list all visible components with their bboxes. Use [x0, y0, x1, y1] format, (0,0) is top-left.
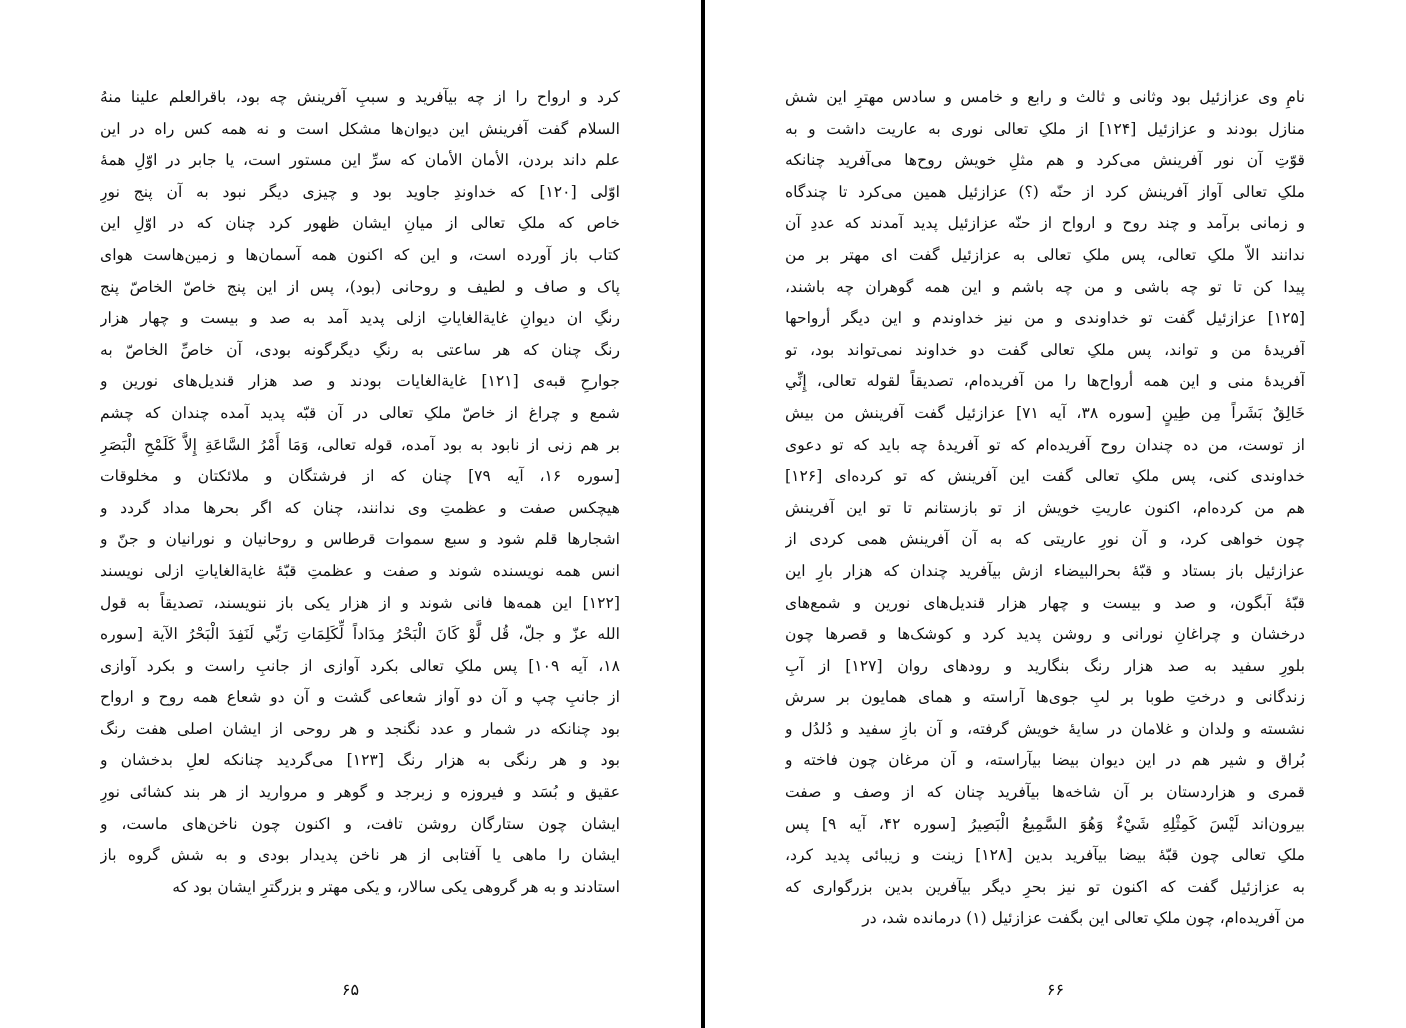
text-line: هم من کرده‌ام، اکنون عاریتِ خویش از تو بازستانم تا تو این آفرینش: [785, 498, 1305, 517]
text-line: السلام گفت آفرینش این دیوان‌ها مشکل است و نه همه کس راه در این: [100, 119, 620, 138]
text-line: کتاب باز آورده است، و این که اکنون همه آسمان‌ها و زمین‌هاست هوای: [100, 245, 620, 264]
text-line: نامِ وی عزازئیل بود وثانی و ثالث و رابع و خامس و سادس مهترِ این شش: [785, 88, 1305, 106]
text-line: رنگ چنان که هر ساعتی به رنگِ دیگرگونه بودی، آن خاصِّ الخاصّ به: [100, 340, 620, 359]
text-line: بر هم زنی از نابود به بود آمده، قوله تعالی، وَمَا أَمْرُ السَّاعَةِ إِلاَّ كَلَمْحِ الْبَصَرِ: [100, 435, 620, 454]
text-line: ملکِ تعالی چون قبّهٔ بیضا بیآفرید بدین [۱۲۸] زینت و زیبائی پدید کرد،: [785, 846, 1305, 865]
text-line: از جانبِ چپ و آن دو آواز شعاعی گشت و آن دو شعاع همه روح و ارواح: [100, 688, 620, 707]
text-line: عقیق و بُسَد و فیروزه و زبرجد و گوهر و مروارید از هر بند کشائی نورِ: [100, 783, 620, 802]
text-line: عزازئیل باز بستاد و قبّهٔ بحرالبیضاء ازش بیآفرید چندان که هزار بارِ این: [785, 561, 1305, 580]
text-line: شمع و چراغ از خاصّ ملکِ تعالی در آن قبّه پدید آمده چندان که چشم: [100, 403, 620, 422]
text-line: بود چنانکه در شمار و عدد نگنجد و هر روحی از ایشان اصلی هفت رنگ: [100, 719, 620, 738]
text-line: اوّلی [۱۲۰] که خداوندِ جاوید بود و چیزی دیگر نبود به آن پنج نورِ: [100, 182, 620, 201]
left-page-number: ۶۵: [341, 980, 360, 999]
text-line: قوّتِ آن نور آفرینش می‌کرد و هم مثلِ خویش روح‌ها می‌آفرید چنانکه: [785, 151, 1305, 170]
text-line: ملکِ تعالی آواز آفرینش کرد از حنّه (؟) عزازئیل همین می‌کرد تا چندگاه: [785, 182, 1305, 201]
text-line: بلورِ سفید به صد هزار رنگ بنگارید و رودهای روان [۱۲۷] از آبِ: [785, 656, 1305, 675]
text-line: قبّهٔ آبگون، و صد و بیست و چهار هزار قندیل‌های نورین و شمع‌های: [785, 593, 1305, 612]
text-line: بود و هر رنگی به هزار رنگ [۱۲۳] می‌گردید چنانکه لعلِ بدخشان و: [100, 751, 620, 770]
text-line: از توست، من ده چندان روح آفریده‌ام که تو آفریدهٔ چه باید که تو دعوی: [785, 435, 1305, 454]
text-line: بیرون‌اند لَيْسَ كَمِثْلِهِ شَيْءٌ وَهُوَ السَّمِيعُ الْبَصِيرُ [سوره ۴۲، آیه ۹] پس: [785, 814, 1305, 833]
text-line: نشسته و ولدان و غلامان در سایهٔ خویش گرفته، و آن بازِ سفید و دُلدُل و: [785, 719, 1305, 738]
text-line: بُراق و شیر هم در این دیوان بیضا بیآراسته، و آن مرغان چون فاخته و: [785, 751, 1305, 770]
text-line: درخشان و چراغانِ نورانی و روشن پدید کرد و کوشک‌ها و قصرها چون: [785, 625, 1305, 644]
text-line: کرد و ارواح را از چه بیآفرید و سببِ آفرینش چه بود، باقرالعلم علینا منهُ: [100, 88, 620, 106]
text-line: خداوندی کنی، پس ملکِ تعالی گفت این آفرینش که تو کرده‌ای [۱۲۶]: [785, 467, 1305, 486]
text-line: ایشان را ماهی یا آفتابی از هر ناخن پدیدار بودی و به شش گروه باز: [100, 846, 620, 865]
text-line: [سوره ۱۶، آیه ۷۹] چنان که از فرشتگان و ملائکتان و مخلوقات: [100, 467, 620, 486]
text-line: جوارحِ قبه‌ی [۱۲۱] غایةالغایات بودند و صد هزار قندیل‌های نورین و: [100, 372, 620, 391]
text-line: به عزازئیل گفت که اکنون تو نیز بحرِ دیگر بیآفرین بدین بزرگواری که: [785, 877, 1305, 896]
text-line: ندانند الاّ ملکِ تعالی، پس ملکِ تعالی به عزازئیل گفت ای مهتر بر من: [785, 245, 1305, 264]
text-line: رنگِ ان دیوانِ غایةالغایاتِ ازلی پدید آمد به صد و بیست و چهار هزار: [100, 309, 620, 328]
text-line: [۱۲۲] این همه‌ها فانی شوند و از هزار یکی باز ننویسند، تصدیقاً به قول: [100, 593, 620, 612]
text-line: من آفریده‌ام، چون ملکِ تعالی این بگفت عزازئیل (۱) درمانده شد، در: [862, 909, 1305, 928]
text-line: منازل بودند و عزازئیل [۱۲۴] از ملکِ تعالی نوری به عاریت داشت و به: [785, 119, 1305, 138]
text-line: ۱۸، آیه ۱۰۹] پس ملکِ تعالی بکرد آوازی از جانبِ راست و بکرد آوازی: [100, 656, 620, 675]
left-page-text: [100, 82, 620, 903]
text-line: و زمانی برآمد و چند روح و ارواح از حنّه عزازئیل پدید آمدند که عددِ آن: [785, 214, 1305, 233]
right-page-number: ۶۶: [1046, 980, 1065, 999]
right-page: [705, 0, 1406, 1028]
text-line: چون خواهی کرد، و آن نورِ عاریتی که به آن آفرینش همی کردی از: [785, 530, 1305, 549]
text-line: آفریدهٔ منی و این همه أرواح‌ها را من آفریده‌ام، تصدیقاً لقوله تعالی، إِنِّي: [785, 372, 1305, 391]
text-line: اشجارها قلم شود و سبع سموات قرطاس و روحانیان و نورانیان و جنّ و: [100, 530, 620, 549]
text-line: پیدا کن تا تو چه باشی و من چه باشم و این همه گوهران چه باشند،: [785, 277, 1305, 296]
text-line: علم داند بردن، الأمان الأمان که سرِّ این مستور است، یا جابر در اوّلِ همهٔ: [100, 151, 620, 170]
left-page: [0, 0, 701, 1028]
text-line: آفریدهٔ من و تواند، پس ملکِ تعالی گفت دو خداوند نمی‌تواند بود، تو: [785, 340, 1305, 359]
text-line: خاص که ملکِ تعالی از میانِ ایشان ظهور کرد چنان که در اوّلِ این: [100, 214, 620, 233]
text-line: خَالِقٌ بَشَراً مِن طِينٍ [سوره ۳۸، آیه ۷۱] عزازئیل گفت آفرینش من بیش: [785, 403, 1305, 422]
text-line: ایشان چون ستارگان روشن تافت، و اکنون چون ناخن‌های ماست، و: [100, 814, 620, 833]
text-line: هیچکس صفت و عظمتِ وی ندانند، چنان که اگر بحرها مداد گردد و: [100, 498, 620, 517]
right-page-text: [785, 82, 1305, 935]
text-line: قمری و هزاردستان بر آن شاخه‌ها بیآفرید چنان که از وصف و صفت: [785, 783, 1305, 802]
text-line: زندگانی و درختِ طوبا بر لبِ جوی‌ها آراسته و همای همایون بر سرش: [785, 688, 1305, 707]
text-line: پاک و صاف و لطیف و روحانی (بود)، پس از این پنج خاصّ الخاصّ پنج: [100, 277, 620, 296]
text-line: [۱۲۵] عزازئیل گفت تو خداوندی و من نیز خداوندم و این دیگر أرواحها: [785, 309, 1305, 328]
text-line: انس همه نویسنده شوند و صفت و عظمتِ قبّهٔ غایةالغایاتِ ازلی نویسند: [100, 561, 620, 580]
text-line: الله عزّ و جلّ، قُل لَّوْ كَانَ الْبَحْرُ مِدَاداً لِّكَلِمَاتِ رَبِّي لَنَفِدَ الْبَحْرُ الآیة [سوره: [100, 625, 620, 644]
text-line: استادند و به هر گروهی یکی سالار، و یکی مهتر و بزرگترِ ایشان بود که: [172, 877, 620, 896]
